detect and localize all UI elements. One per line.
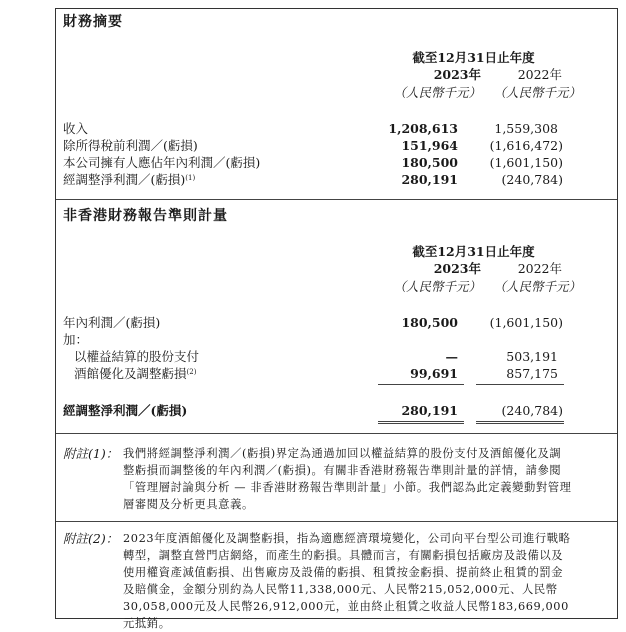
subtotal-rule-current bbox=[378, 384, 464, 385]
profit-prior: (1,601,150) bbox=[489, 315, 563, 330]
add-label: 加： bbox=[63, 332, 89, 347]
note-1-text: 我們將經調整淨利潤／(虧損)界定為通過加回以權益結算的股份支付及酒館優化及調整虧損而調整後的年內利潤／(虧損)。有關非香港財務報告準則計量的詳情，請參閱「管理層討論與分析 — 非香港財務報告準則計量」小節。我們認為此定義變動對管理層審閱及分析更具意義。 bbox=[123, 447, 572, 511]
total-rule-prior-1 bbox=[476, 421, 564, 422]
profit-current: 180,500 bbox=[401, 315, 458, 330]
note-1-marker: 附註(1)： bbox=[63, 446, 119, 461]
adjusted-net-profit-label: 經調整淨利潤／(虧損) bbox=[63, 403, 188, 418]
summary-row-current: 180,500 bbox=[401, 155, 458, 170]
non-hkfrs-period-header: 截至12月31日止年度 bbox=[412, 244, 535, 259]
summary-row-prior: (1,616,472) bbox=[489, 138, 563, 153]
summary-period-header: 截至12月31日止年度 bbox=[412, 50, 535, 65]
summary-row-current: 280,191 bbox=[401, 172, 458, 187]
summary-title: 財務摘要 bbox=[63, 14, 123, 30]
adjustment-tavern-prior: 857,175 bbox=[506, 366, 558, 381]
summary-row-label-adjusted: 經調整淨利潤／(虧損)$^{(1)}$ bbox=[63, 172, 196, 187]
summary-year-prior: 2022年 bbox=[517, 67, 562, 82]
summary-unit-current: （人民幣千元） bbox=[393, 85, 481, 100]
non-hkfrs-unit-prior: （人民幣千元） bbox=[493, 279, 581, 294]
summary-year-current: 2023年 bbox=[433, 67, 481, 82]
summary-row-current: 1,208,613 bbox=[388, 121, 458, 136]
note-2-text: 2023年度酒館優化及調整虧損，指為適應經濟環境變化，公司向平台型公司進行戰略轉型，調整直營門店網絡，而產生的虧損。具體而言，有關虧損包括廠房及設備以及使用權資產減值虧損、出售廠房及設備的虧損、租賃按金虧損、提前終止租賃的罰金及賠償金，金額分別約為人民幣11,338,000元、人民幣215,052,000元、人民幣30,058,000元及人民幣26,912,000元，並由終止租賃之收益人民幣183,669,000元抵銷。 bbox=[123, 532, 571, 630]
total-rule-current-1 bbox=[378, 421, 464, 422]
summary-row-prior: 1,559,308 bbox=[494, 121, 558, 136]
adjustment-share-based-prior: 503,191 bbox=[506, 349, 558, 364]
adjustment-tavern-current: 99,691 bbox=[410, 366, 458, 381]
summary-row-prior: (240,784) bbox=[501, 172, 563, 187]
summary-row-prior: (1,601,150) bbox=[489, 155, 563, 170]
summary-row-label: 本公司擁有人應佔年內利潤／(虧損) bbox=[63, 155, 261, 170]
financial-summary-frame bbox=[55, 8, 618, 630]
total-rule-prior-2 bbox=[476, 423, 564, 424]
adjustment-share-based-current: — bbox=[445, 349, 458, 364]
adjusted-net-profit-current: 280,191 bbox=[401, 403, 458, 418]
adjustment-tavern-label: 酒館優化及調整虧損$^{(2)}$ bbox=[74, 366, 197, 381]
non-hkfrs-unit-current: （人民幣千元） bbox=[393, 279, 481, 294]
adjusted-net-profit-prior: (240,784) bbox=[501, 403, 563, 418]
section-divider bbox=[56, 521, 617, 522]
adjustment-share-based-label: 以權益結算的股份支付 bbox=[74, 349, 200, 364]
summary-row-label: 收入 bbox=[63, 121, 89, 136]
note-2-marker: 附註(2)： bbox=[63, 531, 119, 546]
summary-unit-prior: （人民幣千元） bbox=[493, 85, 581, 100]
summary-row-current: 151,964 bbox=[401, 138, 458, 153]
non-hkfrs-year-prior: 2022年 bbox=[517, 261, 562, 276]
profit-label: 年內利潤／(虧損) bbox=[63, 315, 161, 330]
subtotal-rule-prior bbox=[476, 384, 564, 385]
section-divider bbox=[56, 199, 617, 200]
summary-row-label: 除所得稅前利潤／(虧損) bbox=[63, 138, 198, 153]
section-divider bbox=[56, 433, 617, 434]
non-hkfrs-year-current: 2023年 bbox=[433, 261, 481, 276]
total-rule-current-2 bbox=[378, 423, 464, 424]
non-hkfrs-title: 非香港財務報告準則計量 bbox=[63, 208, 228, 224]
